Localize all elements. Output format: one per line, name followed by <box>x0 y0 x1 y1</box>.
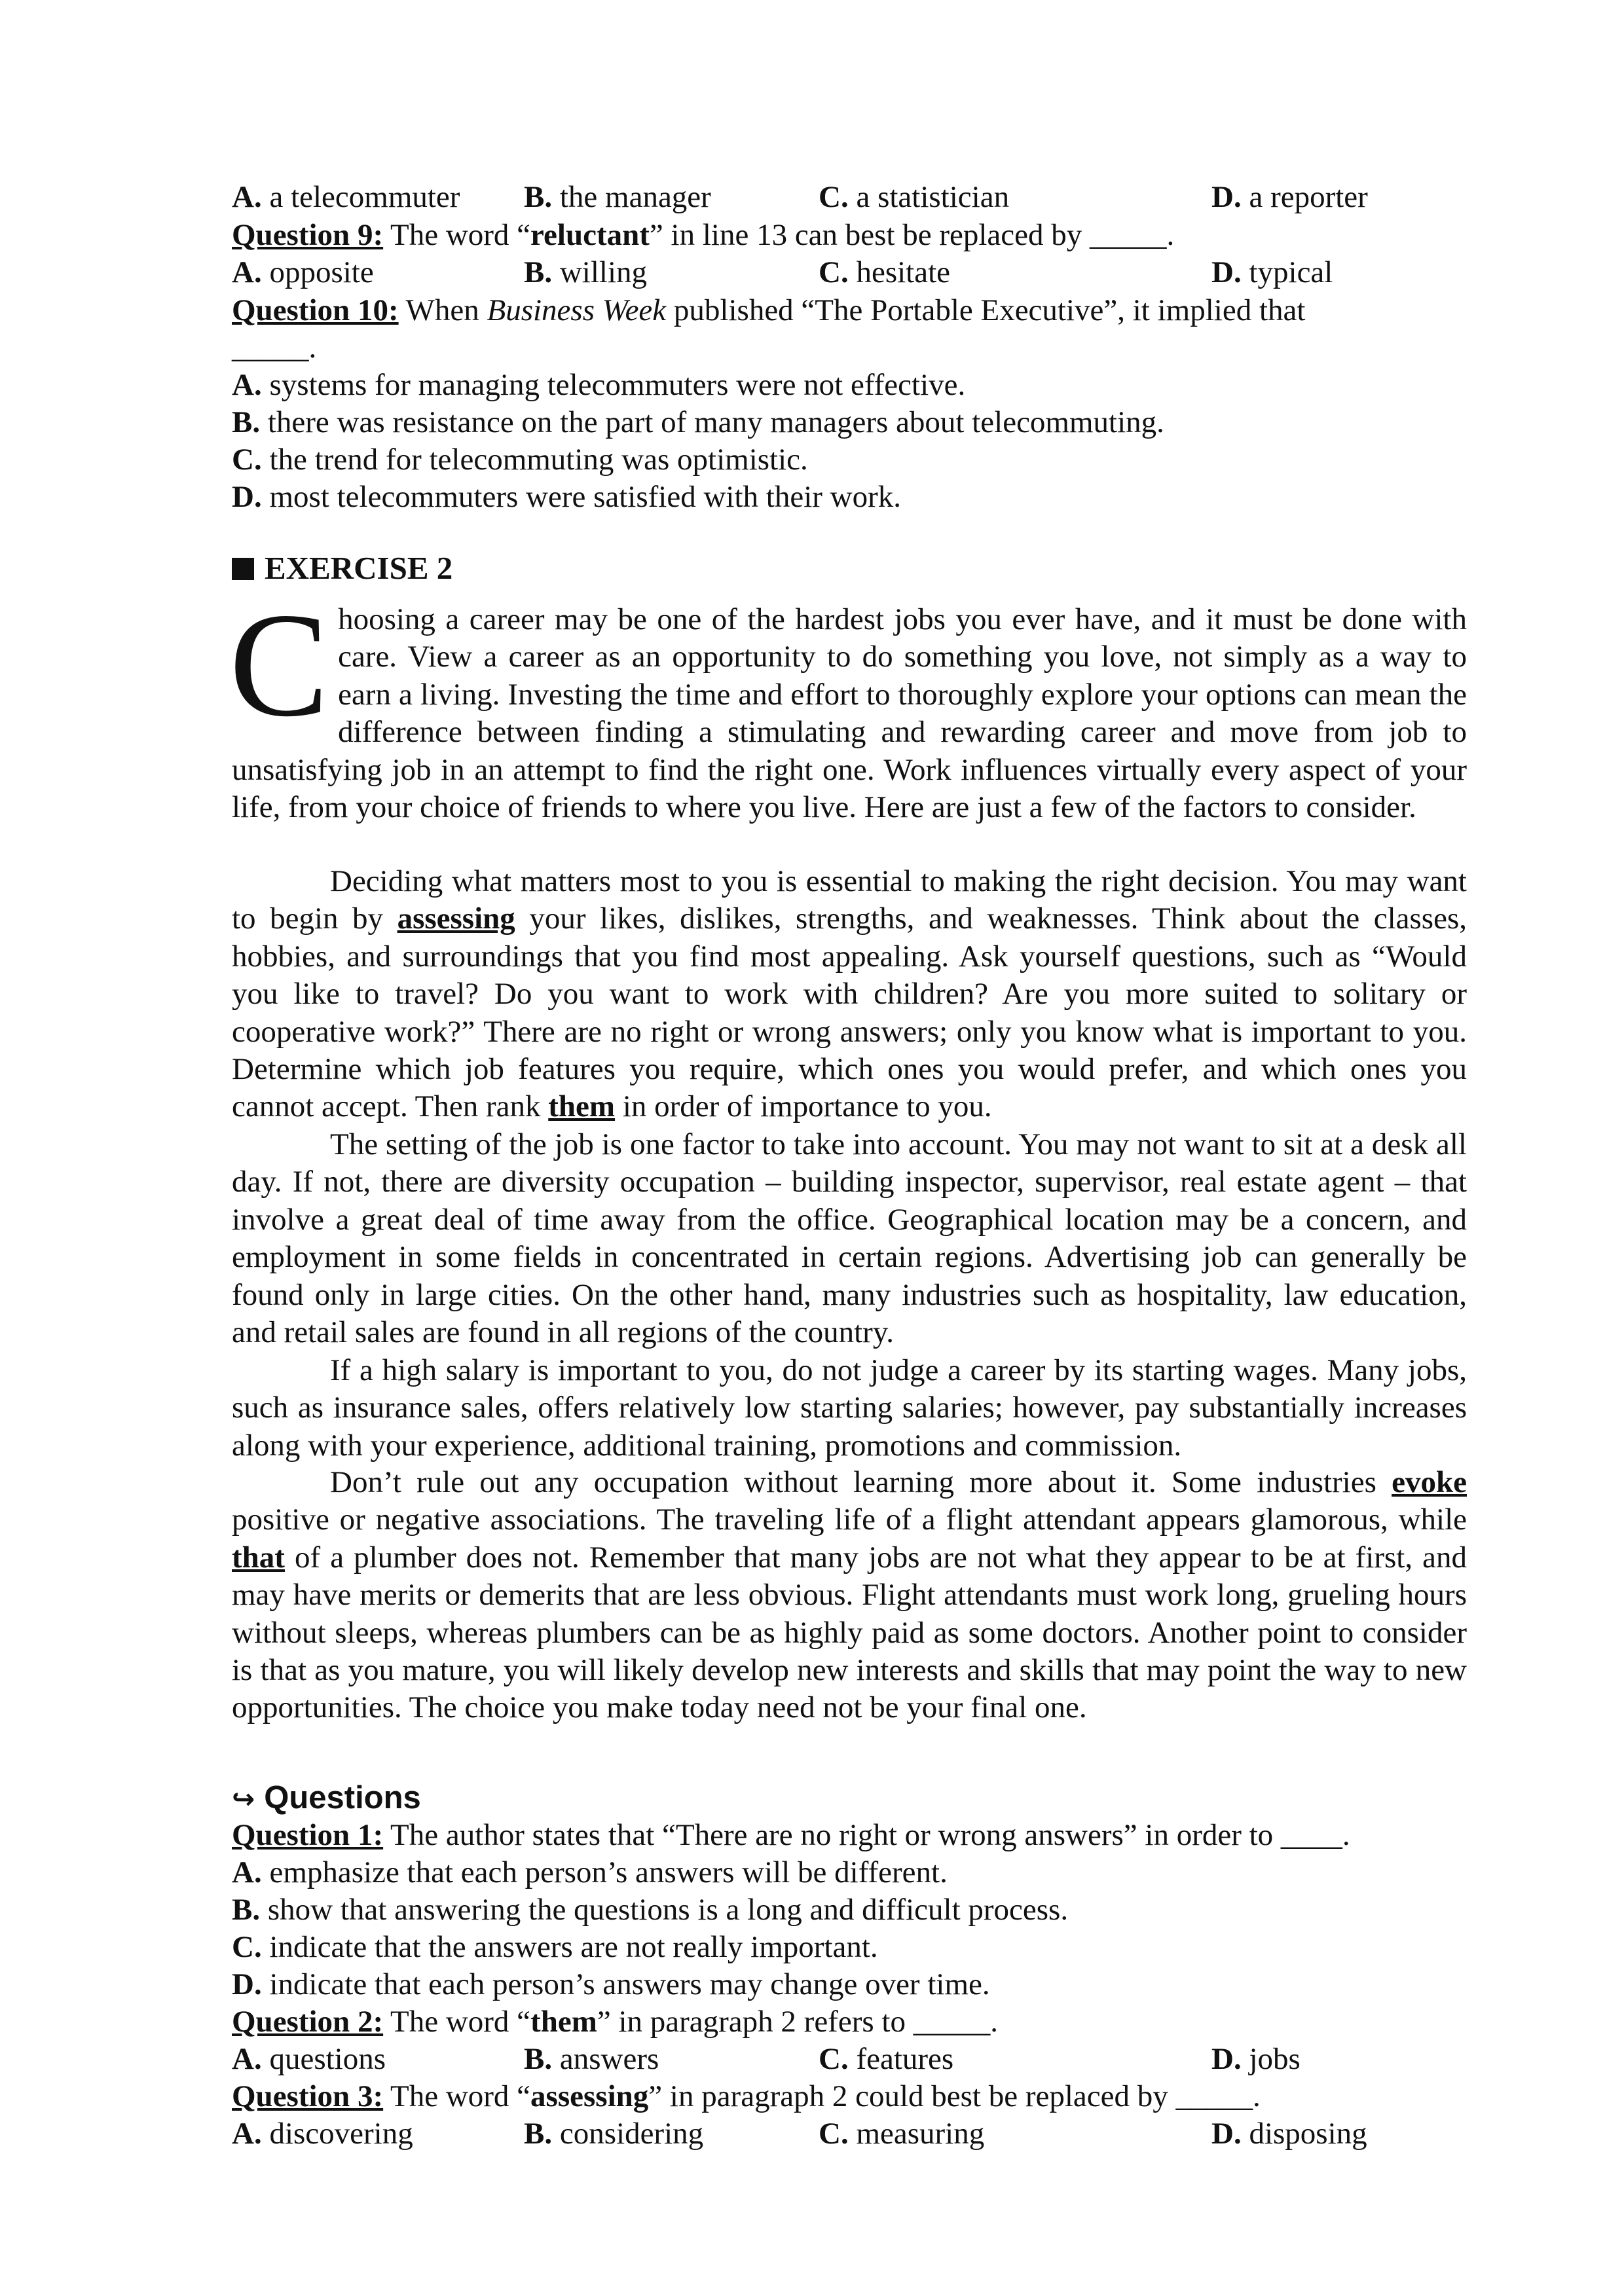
question-10-blank: _____. <box>232 331 317 365</box>
q10-option-d: D. most telecommuters were satisfied with their work. <box>232 480 902 514</box>
q2-option-d: D. jobs <box>1211 2042 1301 2076</box>
q3-option-b: B. considering <box>524 2117 704 2151</box>
square-bullet-icon <box>232 558 254 580</box>
q8-option-b: B. the manager <box>524 180 711 214</box>
q3-option-a: A. discovering <box>232 2117 413 2151</box>
drop-cap: C <box>229 583 329 748</box>
q10-option-c: C. the trend for telecommuting was optimistic. <box>232 443 808 477</box>
q1-option-b: B. show that answering the questions is a long and difficult process. <box>232 1893 1069 1927</box>
questions-heading: ↪ Questions <box>232 1778 421 1819</box>
exercise-heading: EXERCISE 2 <box>232 549 452 588</box>
question-1: Question 1: The author states that “There are no right or wrong answers” in order to ____. <box>232 1818 1350 1852</box>
q10-option-b: B. there was resistance on the part of many managers about telecommuting. <box>232 405 1164 439</box>
q2-option-b: B. answers <box>524 2042 659 2076</box>
question-2: Question 2: The word “them” in paragraph 2 refers to _____. <box>232 2005 998 2039</box>
q9-option-a: A. opposite <box>232 255 374 289</box>
question-10: Question 10: When Business Week published “The Portable Executive”, it implied that <box>232 293 1306 327</box>
passage-paragraph-1: Choosing a career may be one of the hardest jobs you ever have, and it must be done with care. View a career as an opportunity to do something you love, not simply as a way to earn a living. Investing the time and effort to thoroughly explore your options can mean the difference between finding a stimulating and rewarding career and move from job to unsatisfying job in an attempt to find the right one. Work influences virtually every aspect of your life, from your choice of friends to where you live. Here are just a few of the factors to consider. <box>229 583 1467 825</box>
arrow-icon: ↪ <box>232 1783 255 1814</box>
q1-option-d: D. indicate that each person’s answers may change over time. <box>232 1967 990 2001</box>
q9-option-b: B. willing <box>524 255 648 289</box>
q8-option-d: D. a reporter <box>1211 180 1368 214</box>
passage-paragraph-2: Deciding what matters most to you is essential to making the right decision. You may want to begin by assessing your likes, dislikes, strengths, and weaknesses. Think about the classes, hobbies, and surroundings that you find most appealing. Ask yourself questions, such as “Would you like to travel? Do you want to work with children? Are you more suited to solitary or cooperative work?” There are no right or wrong answers; only you know what is important to you. Determine which job features you require, which ones you would prefer, and which ones you cannot accept. Then rank them in order of importance to you. <box>232 864 1467 1124</box>
q8-option-c: C. a statistician <box>819 180 1010 214</box>
q10-option-a: A. systems for managing telecommuters were not effective. <box>232 368 966 402</box>
q2-option-a: A. questions <box>232 2042 386 2076</box>
q3-option-c: C. measuring <box>819 2117 985 2151</box>
passage-paragraph-4: If a high salary is important to you, do not judge a career by its starting wages. Many jobs, such as insurance sales, offers relatively low starting salaries; however, pay substantially increases along with your experience, additional training, promotions and commission. <box>232 1353 1467 1463</box>
passage-paragraph-5: Don’t rule out any occupation without learning more about it. Some industries evoke positive or negative associations. The traveling life of a flight attendant appears glamorous, while that of a plumber does not. Remember that many jobs are not what they appear to be at first, and may have merits or demerits that are less obvious. Flight attendants must work long, grueling hours without sleeps, whereas plumbers can be as highly paid as some doctors. Another point to consider is that as you mature, you will likely develop new interests and skills that may point the way to new opportunities. The choice you make today need not be your final one. <box>232 1465 1467 1725</box>
q9-option-c: C. hesitate <box>819 255 951 289</box>
passage-paragraph-3: The setting of the job is one factor to take into account. You may not want to sit at a desk all day. If not, there are diversity occupation – building inspector, supervisor, real estate agent – that involve a great deal of time away from the office. Geographical location may be a concern, and employment in some fields in concentrated in certain regions. Advertising job can generally be found only in large cities. On the other hand, many industries such as hospitality, law education, and retail sales are found in all regions of the country. <box>232 1127 1467 1350</box>
q9-option-d: D. typical <box>1211 255 1333 289</box>
q1-option-a: A. emphasize that each person’s answers will be different. <box>232 1855 948 1889</box>
question-3: Question 3: The word “assessing” in paragraph 2 could best be replaced by _____. <box>232 2079 1261 2113</box>
q8-option-a: A. a telecommuter <box>232 180 460 214</box>
q1-option-c: C. indicate that the answers are not really important. <box>232 1930 878 1964</box>
q3-option-d: D. disposing <box>1211 2117 1367 2151</box>
q2-option-c: C. features <box>819 2042 954 2076</box>
question-9: Question 9: The word “reluctant” in line 13 can best be replaced by _____. <box>232 218 1175 252</box>
